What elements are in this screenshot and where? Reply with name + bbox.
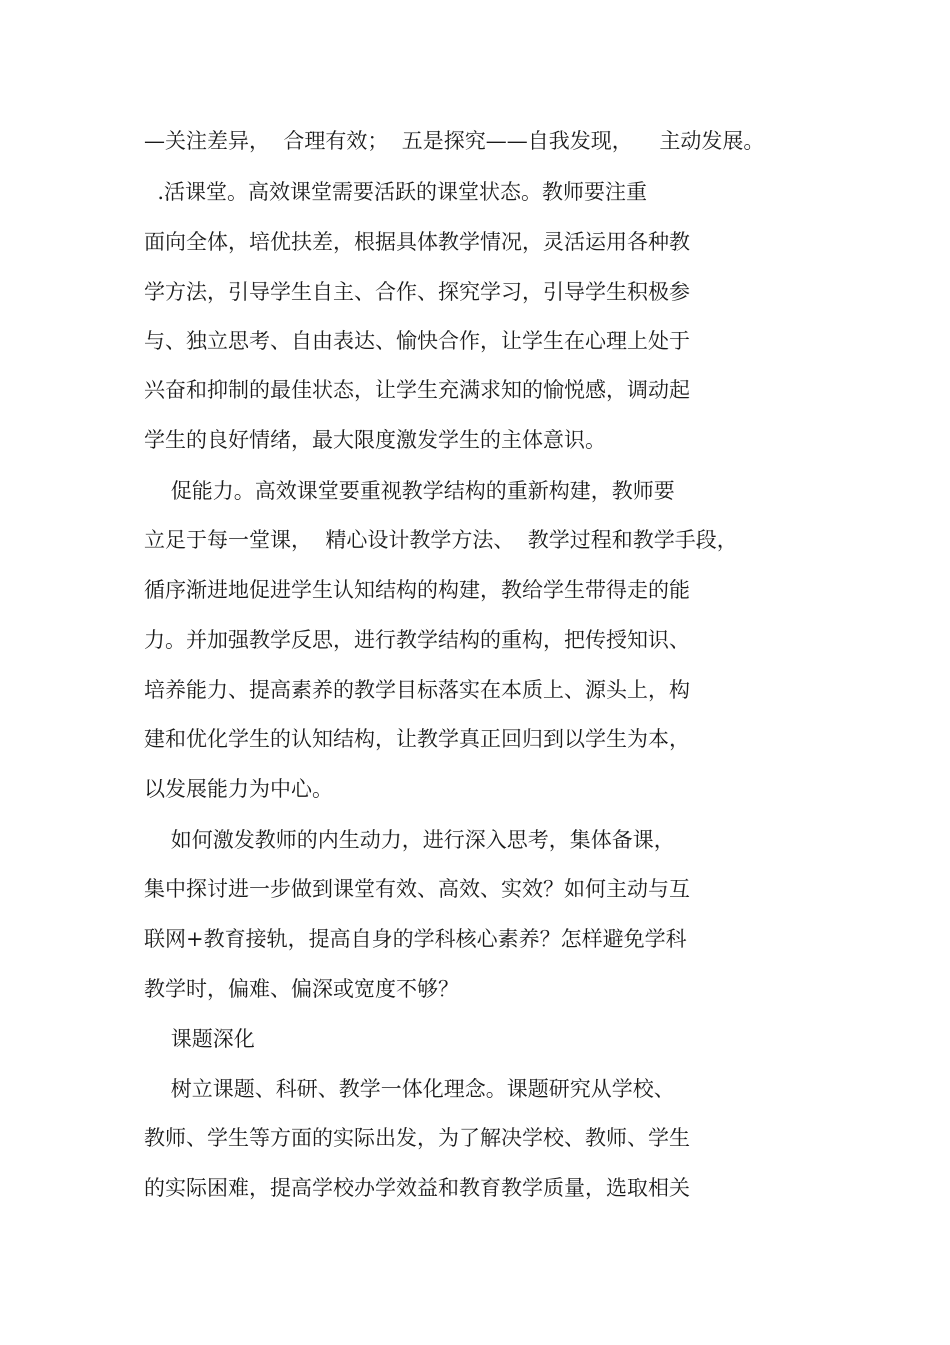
- text-line: .活课堂。高效课堂需要活跃的课堂状态。教师要注重: [144, 180, 648, 204]
- section-heading: 课题深化: [144, 1027, 255, 1051]
- text-line: 树立课题、科研、教学一体化理念。课题研究从学校、: [144, 1077, 675, 1101]
- text-line: 教学时，偏难、偏深或宽度不够？: [144, 977, 459, 1001]
- text-line: 集中探讨进一步做到课堂有效、高效、实效？如何主动与互: [144, 877, 690, 901]
- text-line: 教师、学生等方面的实际出发，为了解决学校、教师、学生: [144, 1126, 690, 1150]
- text-line: 促能力。高效课堂要重视教学结构的重新构建，教师要: [144, 479, 675, 503]
- text-line: 兴奋和抑制的最佳状态，让学生充满求知的愉悦感，调动起: [144, 378, 690, 402]
- text-line: 联网+教育接轨，提高自身的学科核心素养？怎样避免学科: [144, 927, 687, 951]
- text-line: 学方法，引导学生自主、合作、探究学习，引导学生积极参: [144, 280, 690, 304]
- text-line: 力。并加强教学反思，进行教学结构的重构，把传授知识、: [144, 628, 690, 652]
- text-line: 以发展能力为中心。: [144, 777, 333, 801]
- text-line: 面向全体，培优扶差，根据具体教学情况，灵活运用各种教: [144, 230, 690, 254]
- text-line: 立足于每一堂课， 精心设计教学方法、 教学过程和教学手段，: [144, 528, 738, 552]
- text-line: 与、独立思考、自由表达、愉快合作，让学生在心理上处于: [144, 329, 690, 353]
- text-line: 的实际困难，提高学校办学效益和教育教学质量，选取相关: [144, 1176, 690, 1200]
- text-line: —关注差异， 合理有效； 五是探究——自我发现， 主动发展。: [144, 129, 765, 153]
- text-line: 循序渐进地促进学生认知结构的构建，教给学生带得走的能: [144, 578, 690, 602]
- text-line: 学生的良好情绪，最大限度激发学生的主体意识。: [144, 428, 606, 452]
- text-line: 建和优化学生的认知结构，让教学真正回归到以学生为本，: [144, 727, 690, 751]
- text-line: 培养能力、提高素养的教学目标落实在本质上、源头上，构: [144, 678, 690, 702]
- text-line: 如何激发教师的内生动力，进行深入思考，集体备课，: [144, 828, 675, 852]
